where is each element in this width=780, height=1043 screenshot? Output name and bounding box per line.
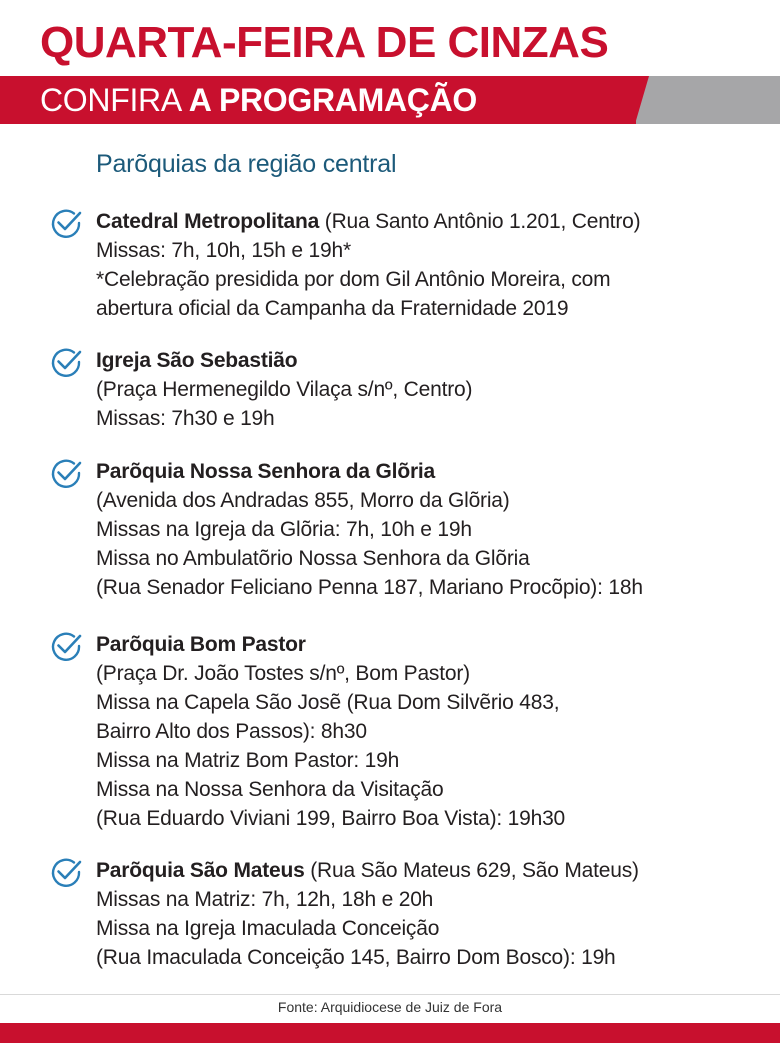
- banner-heading: [40, 76, 477, 124]
- detail-line: Missas na Igreja da Glõria: 7h, 10h e 19h: [96, 518, 472, 541]
- detail-line: Missa na Nossa Senhora da Visitação: [96, 778, 444, 801]
- detail-line: (Praça Hermenegildo Vilaça s/nº, Centro): [96, 378, 473, 401]
- checkmark-circle-icon: [50, 346, 82, 378]
- detail-line: Missa na Capela São Josẽ (Rua Dom Silvẽrio 483,: [96, 691, 560, 714]
- banner-light-text: CONFIRA: [40, 82, 189, 118]
- parish-name: Parõquia São Mateus: [96, 859, 305, 882]
- detail-line: (Rua Senador Feliciano Penna 187, Mariano Procõpio): 18h: [96, 576, 643, 599]
- detail-line: (Rua Imaculada Conceição 145, Bairro Dom Bosco): 19h: [96, 946, 616, 969]
- section-title: Parõquias da região central: [96, 150, 397, 178]
- source-credit: Fonte: Arquidiocese de Juiz de Fora: [277, 999, 503, 1015]
- checkmark-circle-icon: [50, 207, 82, 239]
- parish-name: Parõquia Bom Pastor: [96, 633, 306, 656]
- detail-line: Bairro Alto dos Passos): 8h30: [96, 720, 367, 743]
- checkmark-circle-icon: [50, 856, 82, 888]
- parish-address: (Rua São Mateus 629, São Mateus): [304, 859, 639, 882]
- checkmark-circle-icon: [50, 457, 82, 489]
- parish-name: Igreja São Sebastião: [96, 349, 298, 372]
- detail-line: Missa na Matriz Bom Pastor: 19h: [96, 749, 400, 772]
- detail-line: Missa no Ambulatõrio Nossa Senhora da Glõria: [96, 547, 530, 570]
- banner-gray-accent: [636, 76, 780, 124]
- parish-name: Catedral Metropolitana: [96, 210, 320, 233]
- detail-line: Missas na Matriz: 7h, 12h, 18h e 20h: [96, 888, 434, 911]
- detail-line: abertura oficial da Campanha da Fraternidade 2019: [96, 297, 569, 320]
- banner-bold-text: A PROGRAMAÇÃO: [188, 82, 477, 118]
- footer-divider: [0, 994, 780, 995]
- detail-line: (Praça Dr. João Tostes s/nº, Bom Pastor): [96, 662, 470, 685]
- parish-address: (Rua Santo Antônio 1.201, Centro): [319, 210, 641, 233]
- page-title: QUARTA-FEIRA DE CINZAS: [40, 18, 609, 67]
- detail-line: *Celebração presidida por dom Gil Antônio Moreira, com: [96, 268, 611, 291]
- footer-bar: [0, 1023, 780, 1043]
- detail-line: Missa na Igreja Imaculada Conceição: [96, 917, 440, 940]
- detail-line: (Rua Eduardo Viviani 199, Bairro Boa Vista): 19h30: [96, 807, 566, 830]
- checkmark-circle-icon: [50, 630, 82, 662]
- detail-line: (Avenida dos Andradas 855, Morro da Glõria): [96, 489, 510, 512]
- parish-name: Parõquia Nossa Senhora da Glõria: [96, 460, 436, 483]
- detail-line: Missas: 7h, 10h, 15h e 19h*: [96, 239, 351, 262]
- detail-line: Missas: 7h30 e 19h: [96, 407, 275, 430]
